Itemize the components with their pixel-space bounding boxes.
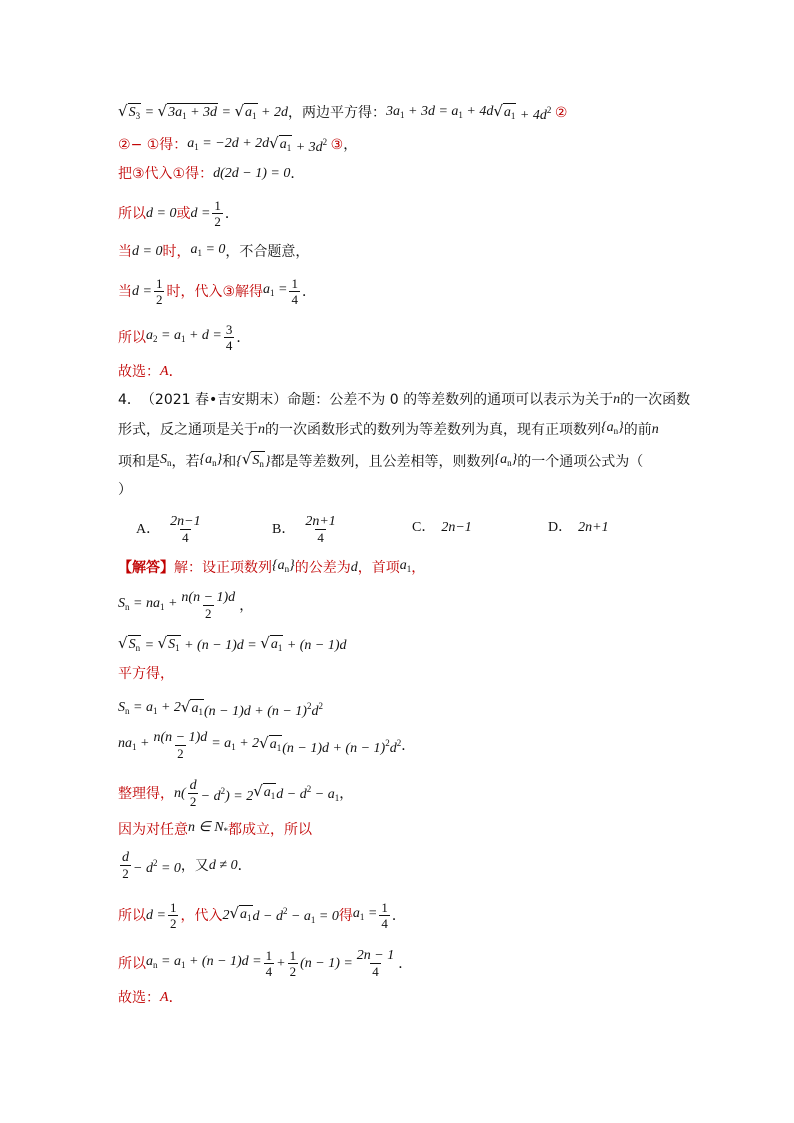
solution-d-condition: $\frac{d}{2}$ − $d^2 = 0$ ，又 d ≠ 0 ． xyxy=(122,850,252,881)
question-text: ） xyxy=(118,482,132,498)
choice-label: D． xyxy=(548,520,573,535)
solution-squared-label xyxy=(118,664,174,684)
answer: A xyxy=(160,364,169,379)
question-text: 都是等差数列，且公差相等，则数列 xyxy=(270,453,495,470)
choice-c[interactable] xyxy=(412,518,472,538)
question-line-2: 形式，反之通项是关于 n 的一次函数形式的数列为等差数列为真，现有正项数列 $\{a_n\}$ 的前 n xyxy=(118,420,659,438)
choice-numerator: 2n+1 xyxy=(305,514,336,529)
text: 的公差为 xyxy=(294,559,351,576)
text: ． xyxy=(236,329,251,346)
question-source: （2021 春•吉安期末） xyxy=(140,392,288,408)
choice-text: 2n−1 xyxy=(441,520,472,535)
text: 因为对任意 xyxy=(118,821,188,838)
text: 整理得， xyxy=(118,785,174,802)
solution-an: 所以 $a_n = a_1 + (n - 1)d$ = $\frac{1}{4}$ + $\frac{1}{2}$ (n − 1) = $\frac{2n - 1}{4}$ ． xyxy=(118,948,413,979)
choice-label: C． xyxy=(412,520,436,535)
text: ，首项 xyxy=(357,559,400,576)
answer-line-2 xyxy=(118,988,183,1008)
question-text: 和 xyxy=(222,453,237,470)
choice-denominator: 4 xyxy=(317,530,324,545)
answer-line-1 xyxy=(118,362,183,382)
solution-d-value: 所以 d = $\frac{1}{2}$ ，代入 2 √ $a_1$ $d - d^2 - a_1 = 0$ 得 $a_1$ = $\frac{1}{4}$ ． xyxy=(118,900,406,931)
text: 故选： xyxy=(118,990,160,1006)
choice-text: 2n+1 xyxy=(578,520,609,535)
formula-line-7: 所以 $a_2 = a_1 + d$ = $\frac{3}{4}$ ． xyxy=(118,322,251,353)
text: 平方得， xyxy=(118,666,174,682)
text: 解：设正项数列 xyxy=(174,559,272,576)
solution-sn-formula: $S_n = na_1$ + $\frac{n(n - 1)d}{2}$ ， xyxy=(118,590,254,621)
text: 当 xyxy=(118,243,132,260)
formula-line-6: 当 d = $\frac{1}{2}$ 时，代入③解得 $a_1$ = $\frac{1}{4}$ ． xyxy=(118,276,316,307)
question-text: 的一个通项公式为（ xyxy=(517,453,644,470)
text: 所以 xyxy=(118,955,146,972)
question-text: 的一次函数形式的数列为等差数列为真，现有正项数列 xyxy=(265,421,601,438)
question-line-4 xyxy=(118,480,132,500)
question-text: ，若 xyxy=(171,453,200,470)
formula-line-2: ② − ①得： $a_1 = -2d + 2d$ √ $a_1$ + $3d^2$ ③ ， xyxy=(118,133,358,155)
text: ． xyxy=(301,283,316,300)
question-text: 项和是 xyxy=(118,453,160,470)
formula-line-3: 把③代入①得： d(2d − 1) = 0 ． xyxy=(118,166,305,182)
text: 时， xyxy=(162,243,191,260)
text: 所以 xyxy=(118,205,146,222)
text: ． xyxy=(168,990,183,1006)
text: 都成立，所以 xyxy=(228,821,313,838)
choice-b[interactable] xyxy=(272,514,340,545)
equation-marker: ② xyxy=(118,137,131,153)
text: ，代入 xyxy=(180,907,223,924)
text: − ①得： xyxy=(130,137,188,153)
text: 得 xyxy=(338,907,353,924)
text: 当 xyxy=(118,283,132,300)
text: 时，代入③解得 xyxy=(166,283,264,300)
question-text: 的前 xyxy=(623,421,652,438)
question-line-1: 4． （2021 春•吉安期末） 命题：公差不为 0 的等差数列的通项可以表示为关于 n 的一次函数 xyxy=(118,392,691,408)
solution-tag: 【解答】 xyxy=(118,559,174,576)
choice-label: B． xyxy=(272,521,296,537)
text: 把③代入①得： xyxy=(118,166,214,182)
formula-line-4: 所以 d = 0 或 d = $\frac{1}{2}$ ． xyxy=(118,198,239,229)
question-line-3: 项和是 $S_n$ ，若 $\{a_n\}$ 和 { √ $S_n$ } 都是等差数列，且公差相等，则数列 $\{a_n\}$ 的一个通项公式为（ xyxy=(118,450,643,473)
question-text: 的一次函数 xyxy=(620,392,691,408)
text: ， xyxy=(343,137,358,153)
solution-equation: $na_1$ + $\frac{n(n - 1)d}{2}$ = $a_1 + 2$ √ $a_1$ $(n - 1)d + (n - 1)^2d^2$ ． xyxy=(118,730,416,761)
solution-intro: 【解答】 解：设正项数列 $\{a_n\}$ 的公差为 d ，首项 $a_1$ ， xyxy=(118,558,426,576)
choice-label: A． xyxy=(136,521,161,537)
text: ． xyxy=(290,166,305,182)
choice-denominator: 4 xyxy=(182,530,189,545)
solution-sqrt-sn: √ $S_n$ = √ $S_1$ + (n − 1)d = √ $a_1$ + (n − 1)d xyxy=(118,634,347,657)
text: ， xyxy=(411,559,426,576)
text: ，两边平方得： xyxy=(288,105,386,121)
choice-a[interactable] xyxy=(136,514,205,545)
answer: A xyxy=(160,990,169,1005)
formula-line-1: √ $S_3$ = √ $3a_1 + 3d$ = √ $a_1$ + 2d ，两边平方得： $3a_1 + 3d = a_1 + 4d$ √ $a_1$ + $4d^2$ ② xyxy=(118,101,568,123)
text: 故选： xyxy=(118,364,160,380)
text: ． xyxy=(224,205,239,222)
solution-forall: 因为对任意 n ∈ $N_*$ 都成立，所以 xyxy=(118,820,313,838)
text: ，不合题意， xyxy=(225,243,310,260)
text: 或 xyxy=(176,205,191,222)
question-text: 命题：公差不为 0 的等差数列的通项可以表示为关于 xyxy=(287,392,614,408)
equation-marker: ③ xyxy=(330,137,344,153)
text: 所以 xyxy=(118,329,146,346)
solution-sn-expanded: $S_n = a_1 + 2$ √ $a_1$ $(n - 1)d + (n - 1)^2d^2$ xyxy=(118,697,323,719)
choice-numerator: 2n−1 xyxy=(170,514,201,529)
text: ，又 xyxy=(180,857,209,874)
text: ． xyxy=(168,364,183,380)
choice-d[interactable] xyxy=(548,518,609,538)
text: 所以 xyxy=(118,907,146,924)
question-number: 4． xyxy=(118,392,141,408)
question-text: 形式，反之通项是关于 xyxy=(118,421,258,438)
equation-marker: ② xyxy=(554,105,568,121)
formula-line-5: 当 d = 0 时， $a_1 = 0$ ，不合题意， xyxy=(118,242,310,260)
solution-tidy: 整理得， n( $\frac{d}{2}$ − $d^2) = 2$ √ $a_1$ $d - d^2 - a_1$ ， xyxy=(118,778,354,809)
